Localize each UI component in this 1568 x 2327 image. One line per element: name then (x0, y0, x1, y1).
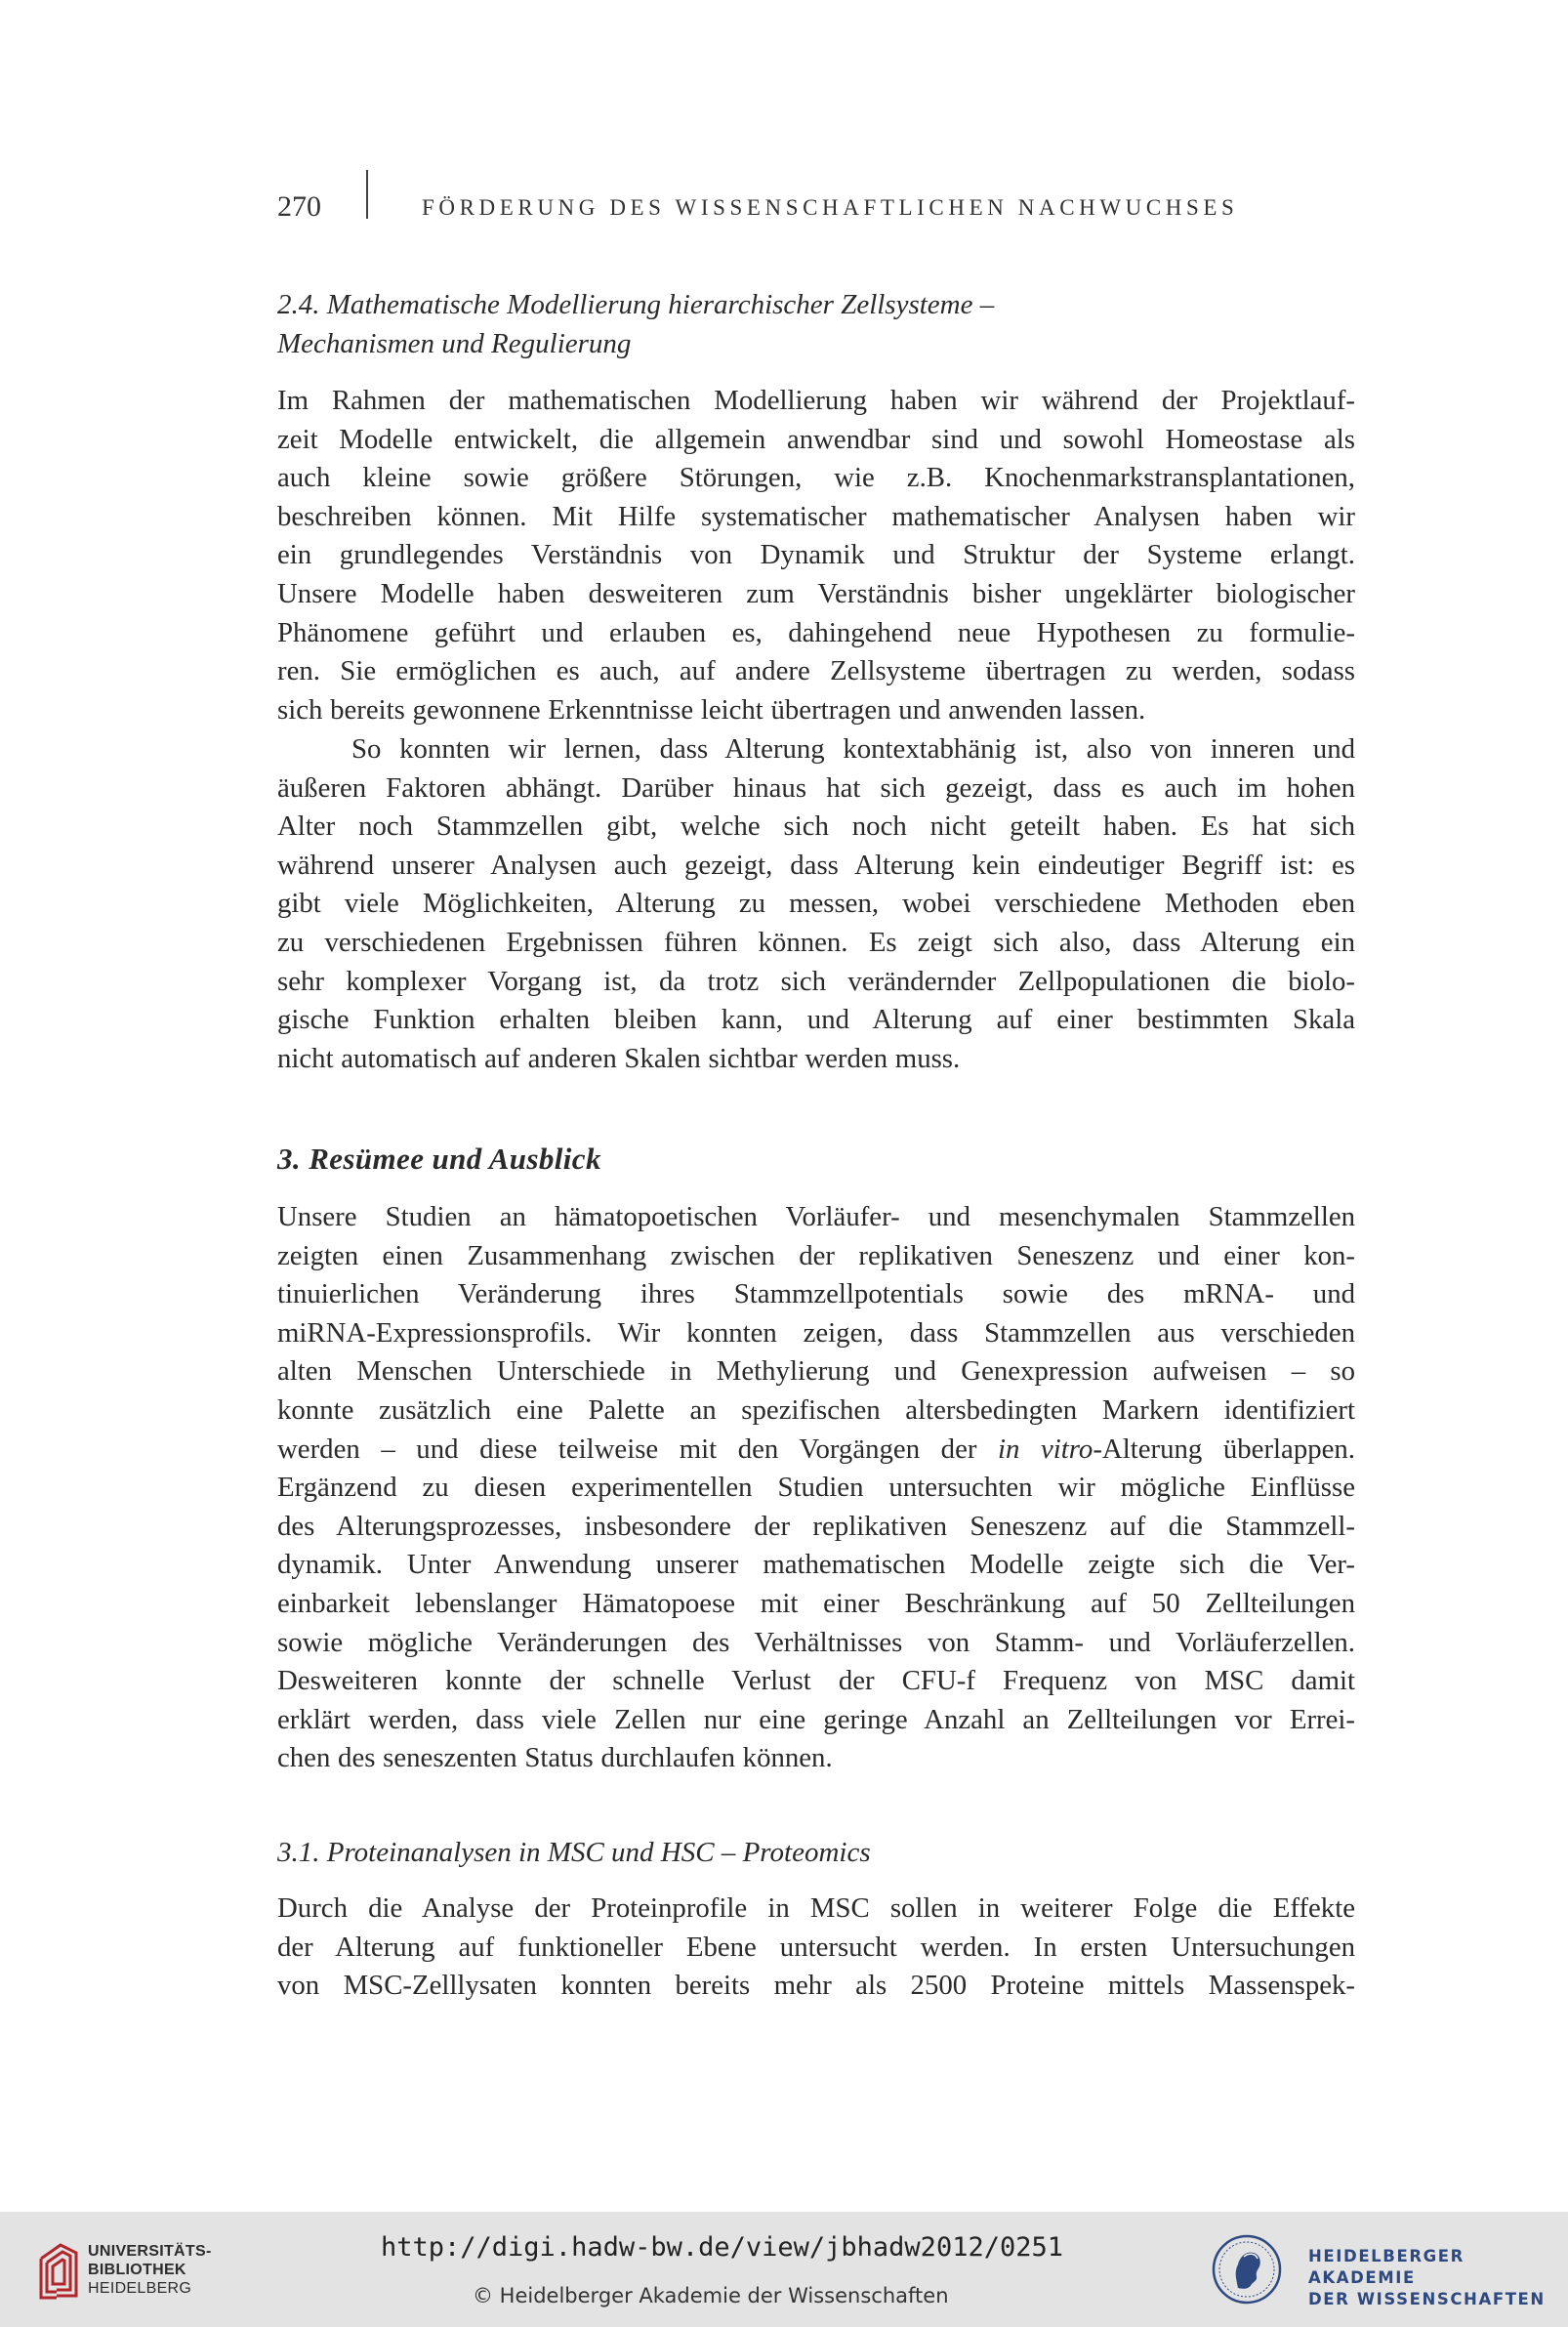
text-line: einbarkeit lebenslanger Hämatopoese mit einer Beschränkung auf 50 Zellteilungen (277, 1587, 1355, 1619)
text-line: Desweiteren konnte der schnelle Verlust der CFU-f Frequenz von MSC damit (277, 1665, 1355, 1697)
text-line: chen des seneszenten Status durchlaufen können. (277, 1742, 833, 1774)
library-name-line: BIBLIOTHEK (88, 2262, 186, 2278)
footer-bar (0, 2212, 1568, 2327)
text-line: Durch die Analyse der Proteinprofile in MSC sollen in weiterer Folge die Effekte (277, 1892, 1355, 1924)
text-line: erklärt werden, dass viele Zellen nur eine geringe Anzahl an Zellteilungen vor Errei- (277, 1703, 1355, 1735)
running-header (277, 187, 1351, 234)
section-3-paragraph (277, 1198, 1355, 1778)
copyright-notice: © Heidelberger Akademie der Wissenschaften (473, 2284, 949, 2307)
running-title: FÖRDERUNG DES WISSENSCHAFTLICHEN NACHWUCHSES (422, 195, 1239, 220)
text-line: So konnten wir lernen, dass Alterung kontextabhänig ist, also von inneren und (351, 733, 1355, 765)
academy-name-line: DER WISSENSCHAFTEN (1308, 2290, 1546, 2308)
library-logo-icon (35, 2239, 80, 2302)
section-2-4-paragraph-2 (277, 730, 1355, 1078)
text-line: nicht automatisch auf anderen Skalen sichtbar werden muss. (277, 1042, 961, 1074)
section-3-1-heading: 3.1. Proteinanalysen in MSC und HSC – Proteomics (277, 1837, 871, 1868)
text-line: ren. Sie ermöglichen es auch, auf andere Zellsysteme übertragen zu werden, sodass (277, 655, 1355, 687)
text-line: äußeren Faktoren abhängt. Darüber hinaus hat sich gezeigt, dass es auch im hohen (277, 771, 1355, 804)
text-line: des Alterungsprozesses, insbesondere der replikativen Seneszenz auf die Stammzell- (277, 1510, 1355, 1542)
academy-seal-icon (1211, 2233, 1283, 2306)
text-line: Unsere Modelle haben desweiteren zum Verständnis bisher ungeklärter biologischer (277, 577, 1355, 609)
text-line: konnte zusätzlich eine Palette an spezifischen altersbedingten Markern identifiziert (277, 1393, 1355, 1426)
text-line: auch kleine sowie größere Störungen, wie z.B. Knochenmarkstransplantationen, (277, 462, 1355, 494)
text-line: Alter noch Stammzellen gibt, welche sich noch nicht geteilt haben. Es hat sich (277, 810, 1355, 843)
text-line: Unsere Studien an hämatopoetischen Vorläufer- und mesenchymalen Stammzellen (277, 1201, 1355, 1232)
section-2-4-heading (277, 285, 1355, 363)
text-line: ein grundlegendes Verständnis von Dynamik und Struktur der Systeme erlangt. (277, 539, 1355, 571)
text-line: beschreiben können. Mit Hilfe systematischer mathematischer Analysen haben wir (277, 500, 1355, 532)
text-line: gische Funktion erhalten bleiben kann, und Alterung auf einer bestimmten Skala (277, 1004, 1355, 1036)
academy-name (1308, 2246, 1568, 2310)
text-line: gibt viele Möglichkeiten, Alterung zu messen, wobei verschiedene Methoden eben (277, 888, 1355, 920)
permalink-url[interactable]: http://digi.hadw-bw.de/view/jbhadw2012/0251 (381, 2232, 1063, 2263)
library-name (88, 2242, 212, 2298)
library-name-line: UNIVERSITÄTS- (88, 2243, 212, 2260)
text-line: sehr komplexer Vorgang ist, da trotz sich verändernder Zellpopulationen die biolo- (277, 965, 1355, 997)
section-3-1-paragraph (277, 1890, 1355, 2006)
section-3-1-heading-block (277, 1833, 1355, 1872)
text-line: miRNA-Expressionsprofils. Wir konnten zeigen, dass Stammzellen aus verschieden (277, 1316, 1355, 1349)
page-number: 270 (277, 190, 321, 223)
text-line: Ergänzend zu diesen experimentellen Studien untersuchten wir mögliche Einflüsse (277, 1472, 1355, 1504)
text-line: zeigten einen Zusammenhang zwischen der replikativen Seneszenz und einer kon- (277, 1239, 1355, 1271)
header-divider (366, 170, 368, 219)
text-line: zeit Modelle entwickelt, die allgemein anwendbar sind und sowohl Homeostase als (277, 423, 1355, 455)
section-2-4-heading-line2: Mechanismen und Regulierung (277, 328, 632, 359)
text-line: während unserer Analysen auch gezeigt, dass Alterung kein eindeutiger Begriff ist: es (277, 849, 1355, 881)
text-line: Phänomene geführt und erlauben es, dahingehend neue Hypothesen zu formulie- (277, 616, 1355, 648)
section-2-4-paragraph-1 (277, 382, 1355, 729)
library-name-line: HEIDELBERG (88, 2280, 192, 2297)
italic-term: in vitro (998, 1433, 1093, 1465)
text-line: tinuierlichen Veränderung ihres Stammzellpotentials sowie des mRNA- und (277, 1278, 1355, 1310)
academy-name-line: HEIDELBERGER AKADEMIE (1308, 2247, 1465, 2287)
text-line: sowie mögliche Veränderungen des Verhältnisses von Stamm- und Vorläuferzellen. (277, 1626, 1355, 1658)
text-line: sich bereits gewonnene Erkenntnisse leicht übertragen und anwenden lassen. (277, 693, 1146, 726)
text-line: der Alterung auf funktioneller Ebene untersucht werden. In ersten Untersuchungen (277, 1931, 1355, 1963)
text-line: zu verschiedenen Ergebnissen führen können. Es zeigt sich also, dass Alterung ein (277, 926, 1355, 958)
text-line: dynamik. Unter Anwendung unserer mathematischen Modelle zeigte sich die Ver- (277, 1549, 1355, 1581)
text-line: alten Menschen Unterschiede in Methylierung und Genexpression aufweisen – so (277, 1355, 1355, 1388)
text-segment: -Alterung überlappen. (1093, 1433, 1356, 1465)
text-line: von MSC-Zelllysaten konnten bereits mehr als 2500 Proteine mittels Massenspek- (277, 1970, 1355, 2002)
text-segment: werden – und diese teilweise mit den Vorgängen der (277, 1433, 999, 1465)
text-line: Im Rahmen der mathematischen Modellierung haben wir während der Projektlauf- (277, 385, 1355, 416)
section-3-heading: 3. Resümee und Ausblick (277, 1142, 601, 1176)
section-2-4-heading-line1: 2.4. Mathematische Modellierung hierarchischer Zellsysteme – (277, 289, 995, 320)
section-3-heading-block (277, 1140, 1355, 1179)
text-line (277, 1431, 1355, 1470)
